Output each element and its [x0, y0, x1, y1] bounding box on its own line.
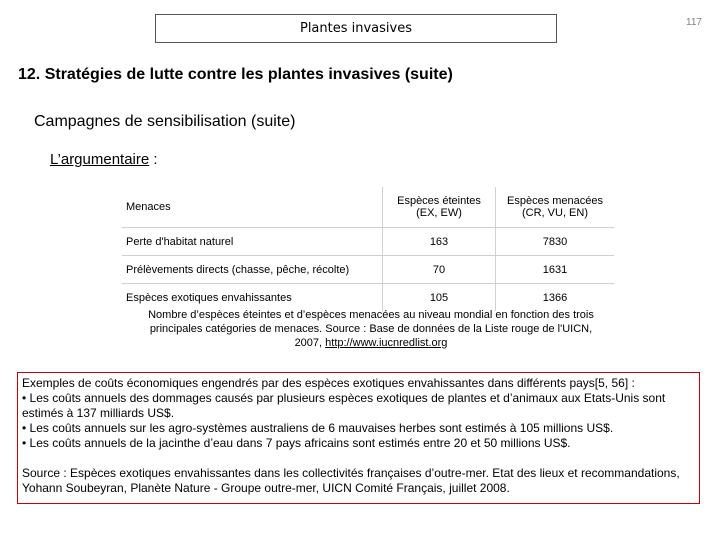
caption-text: Nombre d’espèces éteintes et d’espèces menacées au niveau mondial en fonction des trois principales catégories de menaces. Source : Base de données de la Liste rouge de l'UICN, 2007,: [148, 309, 594, 349]
section-heading: 12. Stratégies de lutte contre les plantes invasives (suite): [18, 66, 453, 83]
header-threatened-line2: (CR, VU, EN): [522, 207, 588, 219]
argument-label: [50, 151, 158, 168]
economic-costs-box: [17, 372, 700, 504]
cell-extinct: 105: [383, 284, 496, 312]
infobox-spacer: [22, 451, 695, 466]
table-row: [122, 256, 614, 284]
argument-label-suffix: :: [149, 151, 158, 168]
document-title: Plantes invasives: [299, 21, 413, 36]
table-row: [122, 284, 614, 312]
header-extinct: [383, 187, 496, 228]
infobox-bullet: • Les coûts annuels de la jacinthe d’eau dans 7 pays africains sont estimés entre 20 et 50 millions US$.: [22, 436, 571, 450]
table-caption: [148, 308, 594, 350]
subsection-heading: Campagnes de sensibilisation (suite): [34, 113, 296, 130]
iucn-redlist-link[interactable]: http://www.iucnredlist.org: [325, 337, 448, 349]
infobox-bullet: • Les coûts annuels sur les agro-systèmes australiens de 6 mauvaises herbes sont estimés à 105 millions US$.: [22, 421, 614, 435]
argument-label-text: L’argumentaire: [50, 151, 150, 168]
table-row: [122, 228, 614, 256]
header-extinct-line1: Espèces éteintes: [397, 195, 481, 207]
cell-threat: Espèces exotiques envahissantes: [122, 284, 383, 312]
infobox-bullet: • Les coûts annuels des dommages causés par plusieurs espèces exotiques de plantes et d’animaux aux Etats-Unis sont estimés à 137 milliards US$.: [22, 391, 666, 420]
header-threatened-line1: Espèces menacées: [507, 195, 603, 207]
cell-extinct: 163: [383, 228, 496, 256]
header-threat: Menaces: [126, 201, 171, 213]
infobox-intro: Exemples de coûts économiques engendrés par des espèces exotiques envahissantes dans différents pays[5, 56] :: [22, 376, 635, 390]
cell-threatened: 1366: [496, 284, 615, 312]
page-number: 117: [686, 17, 702, 28]
header-threatened: [496, 187, 615, 228]
infobox-source: Source : Espèces exotiques envahissantes dans les collectivités françaises d’outre-mer. Etat des lieux et recommandations, Yohann Soubeyran, Planète Nature - Groupe outre-mer, UICN Comité Français, juillet 2008.: [22, 466, 680, 495]
title-box: [155, 14, 557, 43]
table-header-row: [122, 187, 614, 228]
cell-threatened: 7830: [496, 228, 615, 256]
cell-threatened: 1631: [496, 256, 615, 284]
cell-extinct: 70: [383, 256, 496, 284]
cell-threat: Perte d'habitat naturel: [122, 228, 383, 256]
header-extinct-line2: (EX, EW): [416, 207, 462, 219]
threats-table: [122, 187, 614, 311]
cell-threat: Prélèvements directs (chasse, pêche, récolte): [122, 256, 383, 284]
